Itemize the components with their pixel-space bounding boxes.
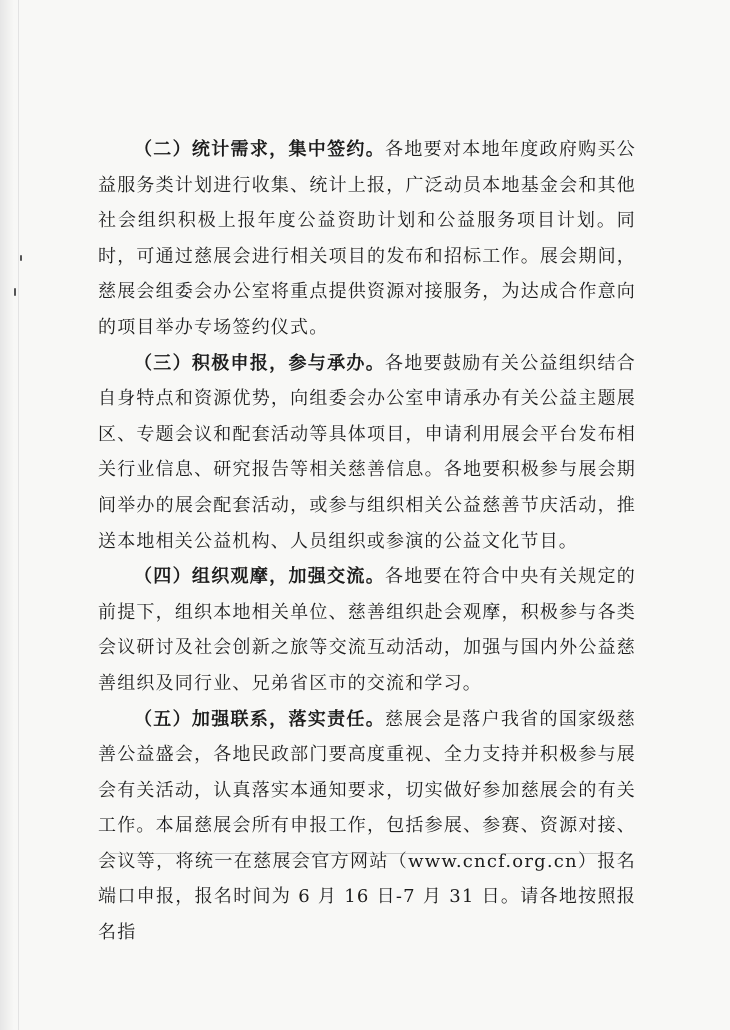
- paragraph-text: 各地要对本地年度政府购买公益服务类计划进行收集、统计上报，广泛动员本地基金会和其他社会组织积极上报年度公益资助计划和公益服务项目计划。同时，可通过慈展会进行相关项目的发布和招标工作。展会期间，慈展会组委会办公室将重点提供资源对接服务，为达成合作意向的项目举办专场签约仪式。: [98, 139, 636, 338]
- paragraph-heading: （五）加强联系，落实责任。: [134, 708, 386, 730]
- scan-artifact-line: [110, 853, 630, 854]
- document-body: [98, 132, 636, 951]
- scan-speck: [14, 288, 16, 296]
- paragraph-heading: （四）组织观摩，加强交流。: [134, 566, 386, 588]
- paragraph-application: [98, 346, 636, 560]
- paragraph-text: 慈展会是落户我省的国家级慈善公益盛会，各地民政部门要高度重视、全力支持并积极参与展会有关活动，认真落实本通知要求，切实做好参加慈展会的有关工作。本届慈展会所有申报工作，包括参展、参赛、资源对接、会议等，将统一在慈展会官方网站（www.cncf.org.cn）报名端口申报，报名时间为 6 月 16 日-7 月 31 日。请各地按照报名指: [98, 708, 636, 944]
- paragraph-heading: （三）积极申报，参与承办。: [134, 352, 386, 374]
- paragraph-text: 各地要鼓励有关公益组织结合自身特点和资源优势，向组委会办公室申请承办有关公益主题展区、专题会议和配套活动等具体项目，申请利用展会平台发布相关行业信息、研究报告等相关慈善信息。各地要积极参与展会期间举办的展会配套活动，或参与组织相关公益慈善节庆活动，推送本地相关公益机构、人员组织或参演的公益文化节目。: [98, 352, 636, 552]
- paragraph-observation: [98, 559, 636, 701]
- paragraph-text: 各地要在符合中央有关规定的前提下，组织本地相关单位、慈善组织赴会观摩，积极参与各类会议研讨及社会创新之旅等交流互动活动，加强与国内外公益慈善组织及同行业、兄弟省区市的交流和学习。: [98, 566, 636, 694]
- paragraph-responsibility: [98, 702, 636, 951]
- binding-edge-line: [18, 0, 19, 1030]
- paragraph-heading: （二）统计需求，集中签约。: [134, 139, 386, 160]
- scan-speck: [20, 255, 22, 261]
- binding-edge-shadow: [0, 0, 14, 1030]
- paragraph-statistics: [98, 132, 636, 346]
